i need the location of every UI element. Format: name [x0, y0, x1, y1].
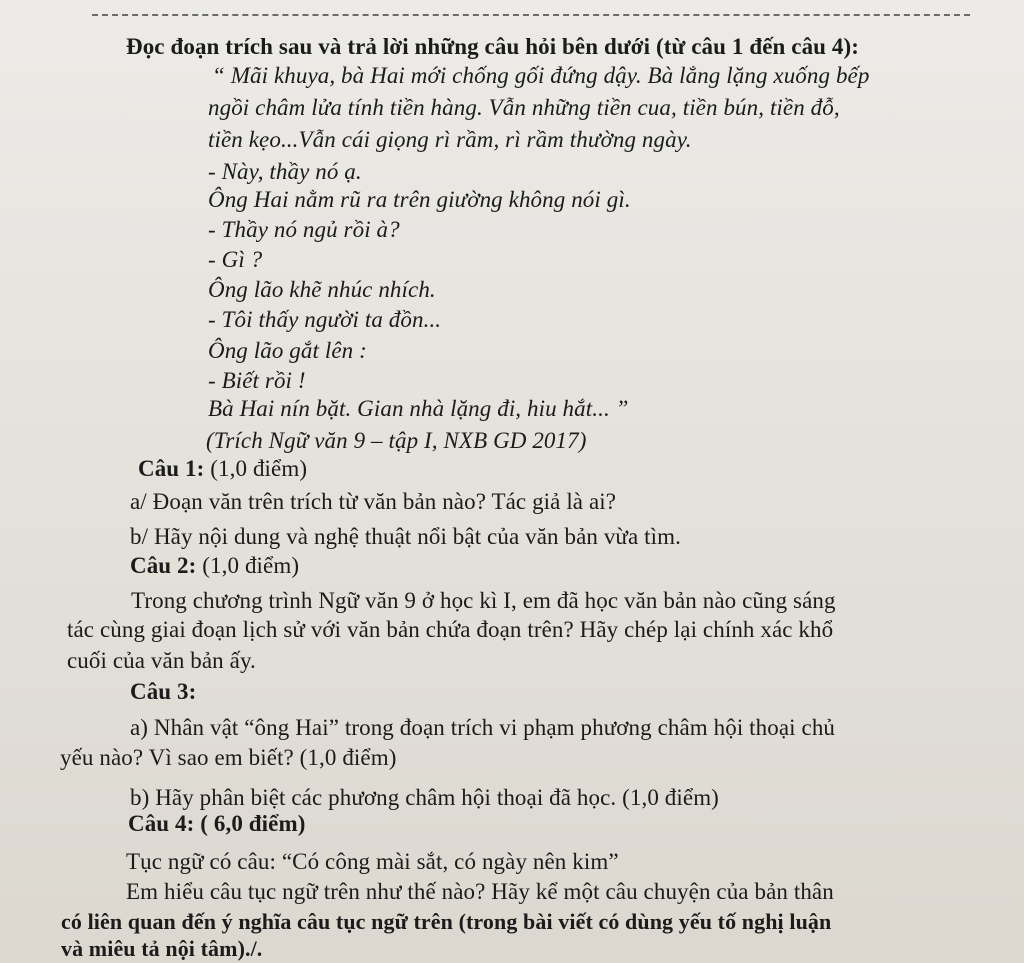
- question-2-line: cuối của văn bản ấy.: [67, 648, 256, 673]
- question-4-line: có liên quan đến ý nghĩa câu tục ngữ trên (trong bài viết có dùng yếu tố nghị luận: [61, 909, 832, 934]
- excerpt-line: - Tôi thấy người ta đồn...: [208, 307, 442, 332]
- question-4-points: ( 6,0 điểm): [200, 811, 306, 836]
- question-1-points: (1,0 điểm): [210, 456, 308, 481]
- question-2-label: Câu 2:: [130, 553, 197, 578]
- question-1b: b/ Hãy nội dung và nghệ thuật nổi bật của văn bản vừa tìm.: [130, 524, 681, 549]
- question-3a-line: yếu nào? Vì sao em biết? (1,0 điểm): [60, 745, 397, 770]
- question-4-label: Câu 4:: [128, 811, 195, 836]
- question-1-label: Câu 1:: [138, 456, 205, 481]
- instruction-heading: Đọc đoạn trích sau và trả lời những câu hỏi bên dưới (từ câu 1 đến câu 4):: [126, 34, 860, 59]
- excerpt-line: “ Mãi khuya, bà Hai mới chống gối đứng dậy. Bà lẳng lặng xuống bếp: [212, 63, 870, 88]
- excerpt-line: Ông Hai nằm rũ ra trên giường không nói gì.: [208, 187, 631, 212]
- excerpt-line: - Gì ?: [208, 247, 263, 272]
- question-4-line: Tục ngữ có câu: “Có công mài sắt, có ngày nên kim”: [126, 849, 619, 874]
- question-2-line: Trong chương trình Ngữ văn 9 ở học kì I, em đã học văn bản nào cũng sáng: [131, 588, 836, 613]
- question-2-line: tác cùng giai đoạn lịch sử với văn bản chứa đoạn trên? Hãy chép lại chính xác khổ: [67, 617, 834, 642]
- question-4-line: và miêu tả nội tâm)./.: [61, 936, 263, 961]
- question-2-header: [130, 553, 299, 579]
- excerpt-line: tiền kẹo...Vẫn cái giọng rì rầm, rì rầm thường ngày.: [208, 127, 692, 152]
- excerpt-line: Ông lão khẽ nhúc nhích.: [208, 277, 436, 302]
- excerpt-line: - Này, thầy nó ạ.: [208, 159, 362, 184]
- question-2-points: (1,0 điểm): [202, 553, 300, 578]
- top-divider: [92, 14, 970, 16]
- excerpt-line: Ông lão gắt lên :: [208, 338, 367, 363]
- excerpt-line: - Biết rồi !: [208, 368, 306, 393]
- question-1a: a/ Đoạn văn trên trích từ văn bản nào? Tác giả là ai?: [130, 489, 617, 514]
- excerpt-line: - Thầy nó ngủ rồi à?: [208, 217, 400, 242]
- excerpt-line: ngồi châm lửa tính tiền hàng. Vẫn những tiền cua, tiền bún, tiền đỗ,: [208, 95, 840, 120]
- question-4-line: Em hiểu câu tục ngữ trên như thế nào? Hãy kể một câu chuyện của bản thân: [126, 879, 834, 904]
- question-3a-line: a) Nhân vật “ông Hai” trong đoạn trích vi phạm phương châm hội thoại chủ: [130, 715, 836, 740]
- question-1-header: [138, 456, 307, 482]
- excerpt-source: (Trích Ngữ văn 9 – tập I, NXB GD 2017): [206, 428, 587, 453]
- excerpt-line: Bà Hai nín bặt. Gian nhà lặng đi, hiu hắt... ”: [208, 396, 629, 421]
- question-3b: b) Hãy phân biệt các phương châm hội thoại đã học. (1,0 điểm): [130, 785, 719, 810]
- question-3-label: Câu 3:: [130, 679, 197, 704]
- question-4-header: [128, 811, 306, 837]
